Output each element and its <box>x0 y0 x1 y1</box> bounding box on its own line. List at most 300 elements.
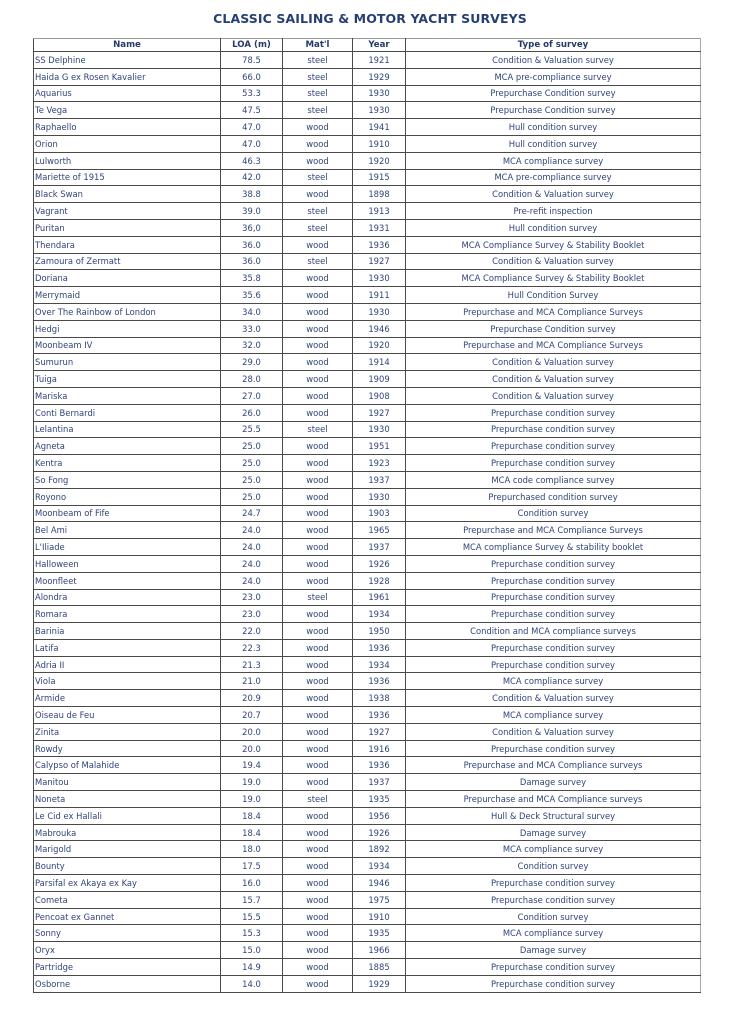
cell-survey-type: Condition survey <box>406 908 701 925</box>
cell-name: Zinita <box>34 723 221 740</box>
cell-survey-type: Hull Condition Survey <box>406 287 701 304</box>
cell-name: Le Cid ex Hallali <box>34 807 221 824</box>
cell-year: 1946 <box>353 875 406 892</box>
cell-loa: 47.0 <box>221 135 283 152</box>
cell-survey-type: Hull & Deck Structural survey <box>406 807 701 824</box>
cell-material: wood <box>283 925 353 942</box>
cell-material: wood <box>283 539 353 556</box>
cell-year: 1975 <box>353 891 406 908</box>
cell-material: wood <box>283 740 353 757</box>
cell-loa: 18.4 <box>221 824 283 841</box>
cell-material: wood <box>283 572 353 589</box>
column-header-year: Year <box>353 39 406 52</box>
cell-loa: 24.0 <box>221 539 283 556</box>
cell-loa: 47.5 <box>221 102 283 119</box>
cell-material: steel <box>283 52 353 69</box>
cell-name: Alondra <box>34 589 221 606</box>
cell-year: 1915 <box>353 169 406 186</box>
table-row <box>34 455 701 472</box>
table-row <box>34 623 701 640</box>
cell-year: 1938 <box>353 690 406 707</box>
cell-name: Kentra <box>34 455 221 472</box>
cell-material: steel <box>283 791 353 808</box>
cell-year: 1926 <box>353 555 406 572</box>
table-row <box>34 488 701 505</box>
cell-year: 1929 <box>353 68 406 85</box>
cell-survey-type: Prepurchase condition survey <box>406 421 701 438</box>
table-row <box>34 52 701 69</box>
cell-survey-type: Condition & Valuation survey <box>406 387 701 404</box>
cell-material: wood <box>283 959 353 976</box>
cell-loa: 39.0 <box>221 203 283 220</box>
cell-loa: 20.0 <box>221 740 283 757</box>
cell-material: wood <box>283 186 353 203</box>
cell-year: 1936 <box>353 757 406 774</box>
cell-material: wood <box>283 757 353 774</box>
cell-name: Adria II <box>34 656 221 673</box>
cell-year: 1930 <box>353 270 406 287</box>
cell-loa: 23.0 <box>221 589 283 606</box>
cell-name: Agneta <box>34 438 221 455</box>
table-row <box>34 287 701 304</box>
cell-survey-type: Prepurchase and MCA Compliance surveys <box>406 757 701 774</box>
cell-survey-type: MCA code compliance survey <box>406 471 701 488</box>
cell-name: SS Delphine <box>34 52 221 69</box>
cell-material: wood <box>283 488 353 505</box>
cell-name: Rowdy <box>34 740 221 757</box>
cell-material: wood <box>283 908 353 925</box>
cell-year: 1937 <box>353 774 406 791</box>
table-row <box>34 253 701 270</box>
cell-name: L'Iliade <box>34 539 221 556</box>
cell-loa: 15.7 <box>221 891 283 908</box>
column-header-type: Type of survey <box>406 39 701 52</box>
cell-year: 1903 <box>353 505 406 522</box>
cell-loa: 38.8 <box>221 186 283 203</box>
cell-name: Cometa <box>34 891 221 908</box>
cell-year: 1913 <box>353 203 406 220</box>
cell-year: 1934 <box>353 656 406 673</box>
table-row <box>34 404 701 421</box>
cell-material: wood <box>283 975 353 992</box>
cell-name: Noneta <box>34 791 221 808</box>
cell-year: 1936 <box>353 673 406 690</box>
table-row <box>34 959 701 976</box>
cell-survey-type: Prepurchase condition survey <box>406 975 701 992</box>
cell-survey-type: Condition & Valuation survey <box>406 354 701 371</box>
cell-name: Mariette of 1915 <box>34 169 221 186</box>
cell-name: Calypso of Malahide <box>34 757 221 774</box>
cell-year: 1927 <box>353 253 406 270</box>
cell-year: 1930 <box>353 102 406 119</box>
cell-year: 1914 <box>353 354 406 371</box>
table-row <box>34 186 701 203</box>
cell-year: 1916 <box>353 740 406 757</box>
cell-material: steel <box>283 169 353 186</box>
cell-year: 1930 <box>353 85 406 102</box>
cell-material: wood <box>283 656 353 673</box>
cell-year: 1910 <box>353 135 406 152</box>
table-row <box>34 975 701 992</box>
cell-loa: 25.0 <box>221 488 283 505</box>
table-row <box>34 152 701 169</box>
cell-loa: 19.0 <box>221 791 283 808</box>
table-row <box>34 320 701 337</box>
cell-year: 1956 <box>353 807 406 824</box>
cell-loa: 34.0 <box>221 303 283 320</box>
cell-name: Merrymaid <box>34 287 221 304</box>
cell-loa: 33.0 <box>221 320 283 337</box>
table-row <box>34 85 701 102</box>
cell-survey-type: Prepurchase and MCA Compliance Surveys <box>406 522 701 539</box>
table-row <box>34 102 701 119</box>
cell-loa: 15.0 <box>221 942 283 959</box>
cell-survey-type: Condition and MCA compliance surveys <box>406 623 701 640</box>
cell-survey-type: Prepurchase condition survey <box>406 404 701 421</box>
cell-loa: 25.5 <box>221 421 283 438</box>
cell-name: Manitou <box>34 774 221 791</box>
cell-loa: 32.0 <box>221 337 283 354</box>
cell-survey-type: Prepurchase condition survey <box>406 572 701 589</box>
cell-name: So Fong <box>34 471 221 488</box>
cell-material: wood <box>283 774 353 791</box>
cell-year: 1926 <box>353 824 406 841</box>
table-row <box>34 606 701 623</box>
cell-survey-type: Prepurchase Condition survey <box>406 85 701 102</box>
cell-material: wood <box>283 606 353 623</box>
cell-name: Viola <box>34 673 221 690</box>
cell-material: steel <box>283 219 353 236</box>
cell-survey-type: Pre-refit inspection <box>406 203 701 220</box>
cell-survey-type: Prepurchase and MCA Compliance surveys <box>406 791 701 808</box>
table-row <box>34 740 701 757</box>
cell-year: 1966 <box>353 942 406 959</box>
cell-loa: 35.8 <box>221 270 283 287</box>
cell-material: wood <box>283 723 353 740</box>
cell-name: Barinia <box>34 623 221 640</box>
cell-material: wood <box>283 522 353 539</box>
cell-survey-type: Condition survey <box>406 858 701 875</box>
cell-material: steel <box>283 589 353 606</box>
cell-loa: 26.0 <box>221 404 283 421</box>
cell-material: wood <box>283 639 353 656</box>
cell-loa: 23.0 <box>221 606 283 623</box>
cell-loa: 18.0 <box>221 841 283 858</box>
cell-loa: 19.4 <box>221 757 283 774</box>
cell-name: Bel Ami <box>34 522 221 539</box>
cell-material: wood <box>283 858 353 875</box>
cell-survey-type: Prepurchase condition survey <box>406 555 701 572</box>
cell-loa: 25.0 <box>221 438 283 455</box>
cell-name: Puritan <box>34 219 221 236</box>
cell-material: wood <box>283 555 353 572</box>
cell-name: Haida G ex Rosen Kavalier <box>34 68 221 85</box>
cell-name: Romara <box>34 606 221 623</box>
cell-name: Oryx <box>34 942 221 959</box>
yacht-surveys-table <box>33 38 701 993</box>
cell-survey-type: Prepurchase and MCA Compliance Surveys <box>406 303 701 320</box>
cell-name: Black Swan <box>34 186 221 203</box>
cell-material: wood <box>283 841 353 858</box>
cell-name: Orion <box>34 135 221 152</box>
table-body <box>34 52 701 993</box>
cell-survey-type: Prepurchase condition survey <box>406 740 701 757</box>
cell-name: Raphaello <box>34 119 221 136</box>
cell-year: 1910 <box>353 908 406 925</box>
cell-survey-type: Condition & Valuation survey <box>406 253 701 270</box>
cell-survey-type: Hull condition survey <box>406 135 701 152</box>
table-row <box>34 841 701 858</box>
cell-year: 1936 <box>353 236 406 253</box>
cell-material: steel <box>283 253 353 270</box>
cell-loa: 47.0 <box>221 119 283 136</box>
cell-name: Armide <box>34 690 221 707</box>
cell-material: wood <box>283 152 353 169</box>
cell-year: 1937 <box>353 471 406 488</box>
cell-year: 1951 <box>353 438 406 455</box>
cell-year: 1892 <box>353 841 406 858</box>
table-row <box>34 135 701 152</box>
cell-material: wood <box>283 690 353 707</box>
cell-loa: 24.7 <box>221 505 283 522</box>
cell-year: 1961 <box>353 589 406 606</box>
cell-year: 1930 <box>353 488 406 505</box>
cell-name: Doriana <box>34 270 221 287</box>
table-row <box>34 337 701 354</box>
cell-year: 1946 <box>353 320 406 337</box>
table-row <box>34 522 701 539</box>
cell-loa: 15.3 <box>221 925 283 942</box>
cell-material: wood <box>283 824 353 841</box>
cell-loa: 27.0 <box>221 387 283 404</box>
cell-loa: 53.3 <box>221 85 283 102</box>
table-row <box>34 925 701 942</box>
table-row <box>34 690 701 707</box>
cell-survey-type: MCA Compliance Survey & Stability Booklet <box>406 236 701 253</box>
table-row <box>34 354 701 371</box>
cell-survey-type: Condition & Valuation survey <box>406 723 701 740</box>
cell-survey-type: MCA pre-compliance survey <box>406 169 701 186</box>
cell-survey-type: Prepurchase condition survey <box>406 606 701 623</box>
table-row <box>34 875 701 892</box>
cell-loa: 24.0 <box>221 572 283 589</box>
cell-name: Zamoura of Zermatt <box>34 253 221 270</box>
cell-material: wood <box>283 623 353 640</box>
cell-survey-type: Condition & Valuation survey <box>406 371 701 388</box>
cell-material: wood <box>283 270 353 287</box>
cell-material: wood <box>283 354 353 371</box>
cell-material: wood <box>283 404 353 421</box>
table-row <box>34 791 701 808</box>
cell-loa: 20.7 <box>221 707 283 724</box>
cell-name: Moonfleet <box>34 572 221 589</box>
cell-material: wood <box>283 438 353 455</box>
cell-survey-type: Prepurchase condition survey <box>406 875 701 892</box>
cell-year: 1941 <box>353 119 406 136</box>
cell-loa: 36.0 <box>221 236 283 253</box>
table-row <box>34 119 701 136</box>
cell-year: 1936 <box>353 707 406 724</box>
table-row <box>34 68 701 85</box>
table-row <box>34 908 701 925</box>
cell-material: steel <box>283 203 353 220</box>
cell-loa: 22.0 <box>221 623 283 640</box>
cell-name: Moonbeam of Fife <box>34 505 221 522</box>
cell-year: 1930 <box>353 303 406 320</box>
cell-year: 1921 <box>353 52 406 69</box>
cell-loa: 35.6 <box>221 287 283 304</box>
cell-loa: 22.3 <box>221 639 283 656</box>
cell-loa: 14.0 <box>221 975 283 992</box>
cell-survey-type: Damage survey <box>406 774 701 791</box>
cell-loa: 78.5 <box>221 52 283 69</box>
cell-year: 1898 <box>353 186 406 203</box>
table-row <box>34 555 701 572</box>
cell-name: Te Vega <box>34 102 221 119</box>
cell-material: wood <box>283 287 353 304</box>
cell-material: wood <box>283 807 353 824</box>
table-row <box>34 707 701 724</box>
table-row <box>34 673 701 690</box>
table-row <box>34 203 701 220</box>
cell-name: Latifa <box>34 639 221 656</box>
cell-loa: 19.0 <box>221 774 283 791</box>
cell-survey-type: MCA compliance survey <box>406 841 701 858</box>
cell-material: steel <box>283 68 353 85</box>
cell-material: steel <box>283 85 353 102</box>
cell-year: 1934 <box>353 606 406 623</box>
cell-name: Tuiga <box>34 371 221 388</box>
cell-survey-type: Prepurchase Condition survey <box>406 102 701 119</box>
table-row <box>34 723 701 740</box>
cell-name: Parsifal ex Akaya ex Kay <box>34 875 221 892</box>
cell-name: Osborne <box>34 975 221 992</box>
cell-name: Royono <box>34 488 221 505</box>
cell-survey-type: Hull condition survey <box>406 219 701 236</box>
cell-material: wood <box>283 707 353 724</box>
cell-survey-type: Condition & Valuation survey <box>406 690 701 707</box>
cell-year: 1929 <box>353 975 406 992</box>
cell-material: wood <box>283 387 353 404</box>
cell-material: wood <box>283 942 353 959</box>
cell-material: wood <box>283 236 353 253</box>
table-row <box>34 219 701 236</box>
cell-name: Aquarius <box>34 85 221 102</box>
cell-loa: 46.3 <box>221 152 283 169</box>
cell-loa: 25.0 <box>221 455 283 472</box>
cell-name: Hedgi <box>34 320 221 337</box>
cell-survey-type: Damage survey <box>406 942 701 959</box>
cell-loa: 20.0 <box>221 723 283 740</box>
cell-survey-type: MCA Compliance Survey & Stability Booklet <box>406 270 701 287</box>
table-row <box>34 371 701 388</box>
cell-loa: 16.0 <box>221 875 283 892</box>
cell-loa: 29.0 <box>221 354 283 371</box>
cell-survey-type: Prepurchase condition survey <box>406 639 701 656</box>
table-row <box>34 942 701 959</box>
table-row <box>34 421 701 438</box>
cell-survey-type: Prepurchase and MCA Compliance Surveys <box>406 337 701 354</box>
table-row <box>34 639 701 656</box>
cell-loa: 24.0 <box>221 555 283 572</box>
table-row <box>34 387 701 404</box>
cell-year: 1923 <box>353 455 406 472</box>
cell-year: 1934 <box>353 858 406 875</box>
cell-year: 1908 <box>353 387 406 404</box>
cell-material: wood <box>283 303 353 320</box>
cell-material: wood <box>283 135 353 152</box>
cell-material: wood <box>283 371 353 388</box>
page-title: CLASSIC SAILING & MOTOR YACHT SURVEYS <box>213 11 527 26</box>
cell-name: Marigold <box>34 841 221 858</box>
column-header-material: Mat'l <box>283 39 353 52</box>
cell-survey-type: Prepurchased condition survey <box>406 488 701 505</box>
cell-year: 1920 <box>353 337 406 354</box>
cell-name: Sumurun <box>34 354 221 371</box>
table-row <box>34 589 701 606</box>
cell-loa: 28.0 <box>221 371 283 388</box>
table-row <box>34 505 701 522</box>
table-row <box>34 236 701 253</box>
cell-name: Sonny <box>34 925 221 942</box>
cell-name: Pencoat ex Gannet <box>34 908 221 925</box>
cell-survey-type: MCA compliance survey <box>406 673 701 690</box>
cell-survey-type: Hull condition survey <box>406 119 701 136</box>
cell-survey-type: Prepurchase condition survey <box>406 656 701 673</box>
cell-name: Partridge <box>34 959 221 976</box>
cell-loa: 20.9 <box>221 690 283 707</box>
cell-survey-type: Condition & Valuation survey <box>406 186 701 203</box>
cell-year: 1927 <box>353 404 406 421</box>
cell-material: steel <box>283 102 353 119</box>
cell-year: 1920 <box>353 152 406 169</box>
cell-material: wood <box>283 875 353 892</box>
cell-year: 1931 <box>353 219 406 236</box>
cell-material: wood <box>283 891 353 908</box>
cell-survey-type: Condition survey <box>406 505 701 522</box>
cell-name: Lelantina <box>34 421 221 438</box>
cell-year: 1937 <box>353 539 406 556</box>
cell-name: Halloween <box>34 555 221 572</box>
cell-material: wood <box>283 337 353 354</box>
cell-loa: 21.3 <box>221 656 283 673</box>
cell-name: Vagrant <box>34 203 221 220</box>
cell-name: Mariska <box>34 387 221 404</box>
table-row <box>34 774 701 791</box>
table-row <box>34 757 701 774</box>
cell-loa: 17.5 <box>221 858 283 875</box>
cell-material: wood <box>283 505 353 522</box>
cell-year: 1936 <box>353 639 406 656</box>
table-row <box>34 807 701 824</box>
cell-name: Over The Rainbow of London <box>34 303 221 320</box>
cell-loa: 21.0 <box>221 673 283 690</box>
cell-year: 1885 <box>353 959 406 976</box>
cell-survey-type: Damage survey <box>406 824 701 841</box>
table-row <box>34 303 701 320</box>
cell-loa: 36,0 <box>221 219 283 236</box>
cell-name: Conti Bernardi <box>34 404 221 421</box>
table-header-row <box>34 39 701 52</box>
cell-year: 1950 <box>353 623 406 640</box>
cell-material: wood <box>283 119 353 136</box>
cell-year: 1935 <box>353 791 406 808</box>
column-header-name: Name <box>34 39 221 52</box>
table-row <box>34 471 701 488</box>
cell-loa: 25.0 <box>221 471 283 488</box>
table-row <box>34 858 701 875</box>
cell-year: 1909 <box>353 371 406 388</box>
